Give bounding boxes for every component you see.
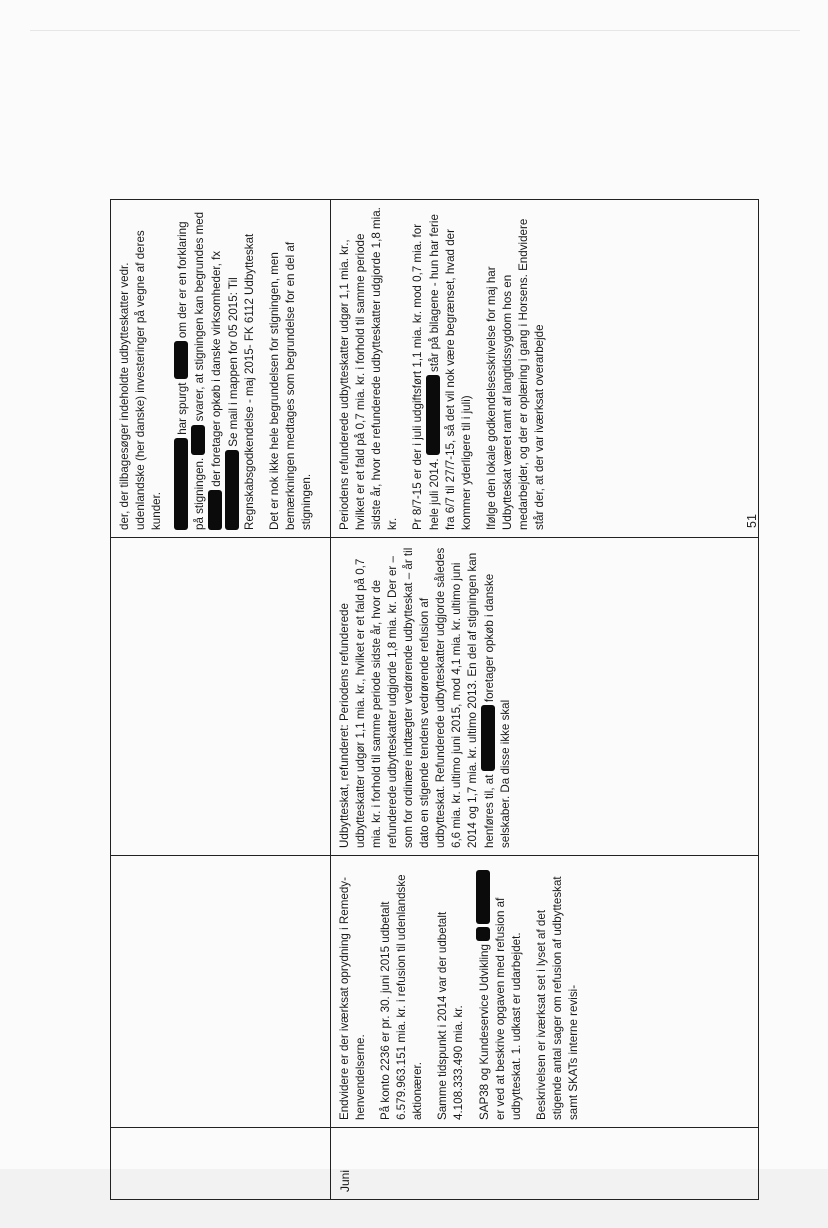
paragraph: Endvidere er der iværksat oprydning i Remedy-henvendelserne.: [337, 877, 367, 1120]
redaction-block: [426, 375, 440, 455]
cell-month: Juni: [330, 1128, 758, 1200]
paragraph: Det er nok ikke hele begrundelsen for stigningen, men bemærkningen medtages som begrundelse for en del af stigningen.: [267, 241, 313, 530]
document-table: [110, 199, 759, 1200]
cell-col2: [111, 856, 331, 1128]
redaction-block: [225, 450, 239, 530]
redaction-block: [476, 870, 490, 924]
redaction-block: [481, 705, 495, 771]
redaction-block: [191, 425, 205, 455]
cell-col2: [330, 856, 758, 1128]
redaction-block: [208, 490, 222, 530]
paragraph: har spurgt om der er en forklaring på stigningen. svarer, at stigningen kan begrundes med der foretager opkøb i danske virksomheder, fx Se mail i mappen for 05 2015: Til Regnskabsgodkendelse - maj 2015- FK 6112 Udbytteskat: [175, 211, 256, 530]
table-row: [111, 200, 331, 1200]
paragraph: Periodens refunderede udbytteskatter udgør 1,1 mia. kr., hvilket er et fald på 0,7 mia. kr. i forhold til samme periode sidste år, hvor de refunderede udbytteskatter udgjorde 1,8 mia. kr.: [337, 207, 399, 530]
paragraph: Pr 8/7-15 er der i juli udgiftsført 1,1 mia. kr. mod 0,7 mia. for hele juli 2014. står på bilagene - hun har ferie fra 6/7 til 27/7-15, så det vil nok være begrænset, hvad der kommer yderligere til i juli): [410, 214, 473, 530]
scan-edge-line: [30, 30, 800, 31]
cell-col4: [330, 200, 758, 538]
paragraph: Samme tidspunkt i 2014 var der udbetalt 4.108.333.490 mia. kr.: [435, 911, 465, 1120]
cell-col3: [111, 538, 331, 856]
paragraph: Beskrivelsen er iværksat set i lyset af det stigende antal sager om refusion af udbytteskat samt SKATs interne revisi-: [534, 876, 580, 1120]
redaction-block: [174, 438, 188, 530]
redaction-block: [174, 341, 188, 379]
cell-col3: [330, 538, 758, 856]
paragraph: På konto 2236 er pr. 30. juni 2015 udbetalt 6.579.963.151 mia. kr. i refusion til udenlandske aktionærer.: [378, 874, 424, 1120]
page-number: 51: [745, 514, 759, 528]
paragraph: Udbytteskat, refunderet: Periodens refunderede udbytteskatter udgør 1,1 mia. kr., hvilket er et fald på 0,7 mia. kr. i forhold til samme periode sidste år, hvor de refunderede udbytteskatter udgjorde 1,8 mia. kr. Der er – som for ordinære indtægter vedrørende udbytteskat – år til dato en stigende tendens vedrørende refusion af udbytteskat. Refunderede udbytteskatter udgjorde således 6,6 mia. kr. ultimo juni 2015, mod 4,1 mia. kr. ultimo juni 2014 og 1,7 mia. kr. ultimo 2013. En del af stigningen kan henføres til, at foretager opkøb i danske selskaber. Da disse ikke skal: [337, 547, 512, 848]
paragraph: der, der tilbagesøger indeholdte udbytteskatter vedr. udenlandske (her danske) investeringer på vegne af deres kunder.: [118, 230, 163, 530]
redaction-block: [476, 927, 490, 941]
paragraph: Ifølge den lokale godkendelsesskrivelse for maj har Udbytteskat været ramt af langtidssygdom hos en medarbejder, og der er oplæring i gang i Horsens. Endvidere står der, at der var iværksat overarbejde: [484, 218, 546, 530]
cell-col4: [111, 200, 331, 538]
rotated-content: [90, 180, 780, 1228]
table-row: [330, 200, 758, 1200]
cell-month: [111, 1128, 331, 1200]
paragraph: SAP38 og Kundeservice Udvikling er ved at beskrive opgaven med refusion af udbytteskat. 1. udkast er udarbejdet.: [476, 863, 525, 1120]
